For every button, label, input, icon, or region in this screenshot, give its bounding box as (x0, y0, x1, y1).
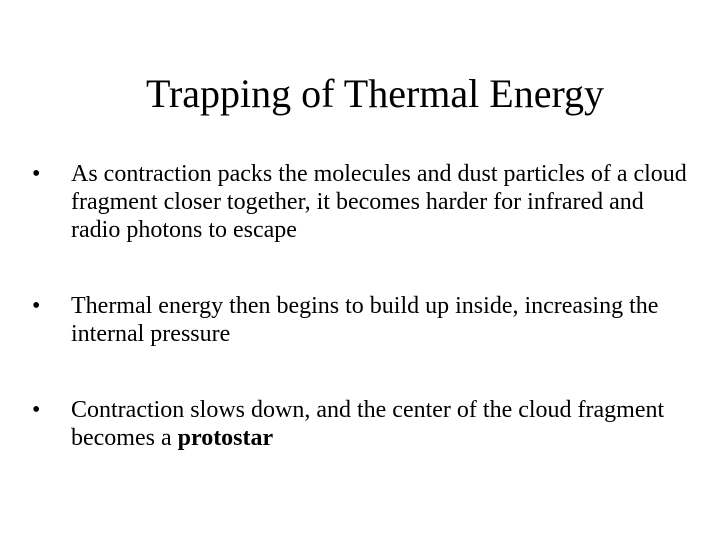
bullet-list (32, 160, 692, 452)
bullet-item-thermal-energy (32, 292, 692, 348)
bullet-icon: • (32, 397, 41, 423)
bullet-text: As contraction packs the molecules and dust particles of a cloud fragment closer together, it becomes harder for infrared and radio photons to escape (71, 161, 687, 243)
bullet-icon: • (32, 161, 41, 187)
bullet-item-protostar (32, 396, 692, 452)
bullet-item-contraction-packs (32, 160, 692, 244)
bullet-text: Thermal energy then begins to build up inside, increasing the internal pressure (71, 293, 659, 347)
bullet-text: Contraction slows down, and the center of the cloud fragment becomes a (71, 397, 665, 451)
slide-title: Trapping of Thermal Energy (145, 71, 605, 116)
bullet-icon: • (32, 293, 41, 319)
protostar-term: protostar (177, 425, 274, 451)
